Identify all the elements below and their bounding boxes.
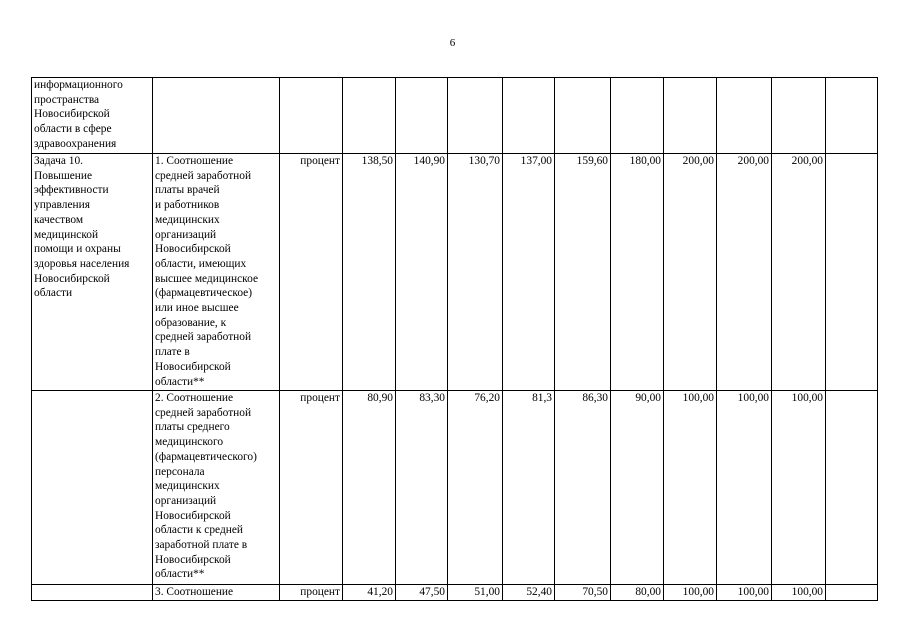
unit-cell: процент: [280, 391, 343, 585]
value-cell: 100,00: [664, 391, 717, 585]
task-text-line: Повышение: [34, 169, 93, 182]
value-cell: 137,00: [503, 154, 555, 391]
unit-cell: процент: [280, 585, 343, 601]
indicator-text-line: заработной плате в: [155, 539, 248, 552]
indicator-text-line: области**: [155, 375, 205, 388]
value-cell: 52,40: [503, 585, 555, 601]
indicator-text-line: или иное высшее: [155, 302, 239, 315]
value-cell: 100,00: [717, 585, 772, 601]
value-cell: 86,30: [555, 391, 611, 585]
indicator-text-line: средней заработной: [155, 331, 252, 344]
value-cell: 180,00: [611, 154, 664, 391]
task-text-line: Новосибирской: [34, 108, 110, 121]
value-cell: 100,00: [772, 585, 826, 601]
value-cell: [826, 154, 878, 391]
indicator-text-line: и работников: [155, 199, 220, 212]
indicator-text-line: медицинского: [155, 436, 224, 449]
value-cell: [343, 78, 396, 154]
indicator-text-line: Новосибирской: [155, 243, 231, 256]
task-cell: [32, 78, 153, 154]
indicator-text-line: платы врачей: [155, 184, 220, 197]
task-text-line: Новосибирской: [34, 272, 110, 285]
indicator-text-line: Новосибирской: [155, 509, 231, 522]
indicator-text-line: Новосибирской: [155, 553, 231, 566]
value-cell: 90,00: [611, 391, 664, 585]
indicator-text-line: 1. Соотношение: [155, 155, 234, 167]
indicator-text-line: области, имеющих: [155, 257, 247, 270]
indicator-text-line: высшее медицинское: [155, 272, 259, 285]
indicator-text-line: 3. Соотношение: [155, 586, 234, 598]
value-cell: [503, 78, 555, 154]
task-text-line: области в сфере: [34, 123, 112, 136]
value-cell: [396, 78, 448, 154]
indicator-cell: [153, 585, 280, 601]
indicator-text-line: медицинских: [155, 480, 220, 493]
page-number: 6: [449, 37, 456, 49]
task-text-line: здоровья населения: [34, 257, 130, 270]
value-cell: [717, 78, 772, 154]
table-row: [32, 78, 878, 154]
value-cell: 200,00: [772, 154, 826, 391]
task-text-line: медицинской: [34, 228, 99, 241]
indicator-text-line: платы среднего: [155, 421, 230, 434]
value-cell: [826, 585, 878, 601]
value-cell: [772, 78, 826, 154]
value-cell: 47,50: [396, 585, 448, 601]
task-text-line: здравоохранения: [34, 137, 117, 150]
table-row: [32, 391, 878, 585]
value-cell: 100,00: [664, 585, 717, 601]
value-cell: 81,3: [503, 391, 555, 585]
indicator-text-line: средней заработной: [155, 169, 252, 182]
value-cell: 200,00: [664, 154, 717, 391]
indicator-text-line: образование, к: [155, 316, 227, 329]
value-cell: 200,00: [717, 154, 772, 391]
value-cell: 51,00: [448, 585, 503, 601]
indicator-text-line: области**: [155, 568, 205, 581]
value-cell: 76,20: [448, 391, 503, 585]
indicator-text-line: организаций: [155, 228, 217, 241]
indicator-text-line: области к средней: [155, 524, 244, 537]
unit-cell: [280, 78, 343, 154]
indicator-cell: [153, 154, 280, 391]
task-text-line: качеством: [34, 213, 84, 226]
indicators-table: [31, 77, 878, 601]
value-cell: 70,50: [555, 585, 611, 601]
value-cell: 41,20: [343, 585, 396, 601]
task-cell: [32, 391, 153, 585]
task-cell: [32, 585, 153, 601]
task-text-line: пространства: [34, 93, 100, 106]
value-cell: [664, 78, 717, 154]
indicator-text-line: персонала: [155, 465, 205, 478]
table-row: [32, 585, 878, 601]
indicator-text-line: организаций: [155, 494, 217, 507]
task-text-line: эффективности: [34, 184, 109, 197]
task-text-line: области: [34, 287, 73, 300]
value-cell: 80,00: [611, 585, 664, 601]
value-cell: 138,50: [343, 154, 396, 391]
indicator-text-line: Новосибирской: [155, 360, 231, 373]
unit-cell: процент: [280, 154, 343, 391]
table-row: [32, 154, 878, 391]
value-cell: 130,70: [448, 154, 503, 391]
value-cell: [611, 78, 664, 154]
value-cell: 100,00: [772, 391, 826, 585]
indicator-cell: [153, 78, 280, 154]
value-cell: 83,30: [396, 391, 448, 585]
task-text-line: помощи и охраны: [34, 243, 121, 256]
value-cell: 140,90: [396, 154, 448, 391]
indicator-text-line: медицинских: [155, 213, 220, 226]
value-cell: [826, 391, 878, 585]
indicator-text-line: (фармацевтического): [155, 450, 257, 463]
value-cell: [448, 78, 503, 154]
indicator-text-line: плате в: [155, 346, 190, 359]
indicator-text-line: (фармацевтическое): [155, 287, 253, 300]
value-cell: 100,00: [717, 391, 772, 585]
value-cell: [555, 78, 611, 154]
indicator-text-line: 2. Соотношение: [155, 392, 234, 404]
task-text-line: управления: [34, 199, 90, 212]
task-cell: [32, 154, 153, 391]
task-text-line: Задача 10.: [34, 155, 84, 167]
indicator-text-line: средней заработной: [155, 406, 252, 419]
value-cell: 159,60: [555, 154, 611, 391]
value-cell: 80,90: [343, 391, 396, 585]
value-cell: [826, 78, 878, 154]
task-text-line: информационного: [34, 79, 123, 91]
indicator-cell: [153, 391, 280, 585]
